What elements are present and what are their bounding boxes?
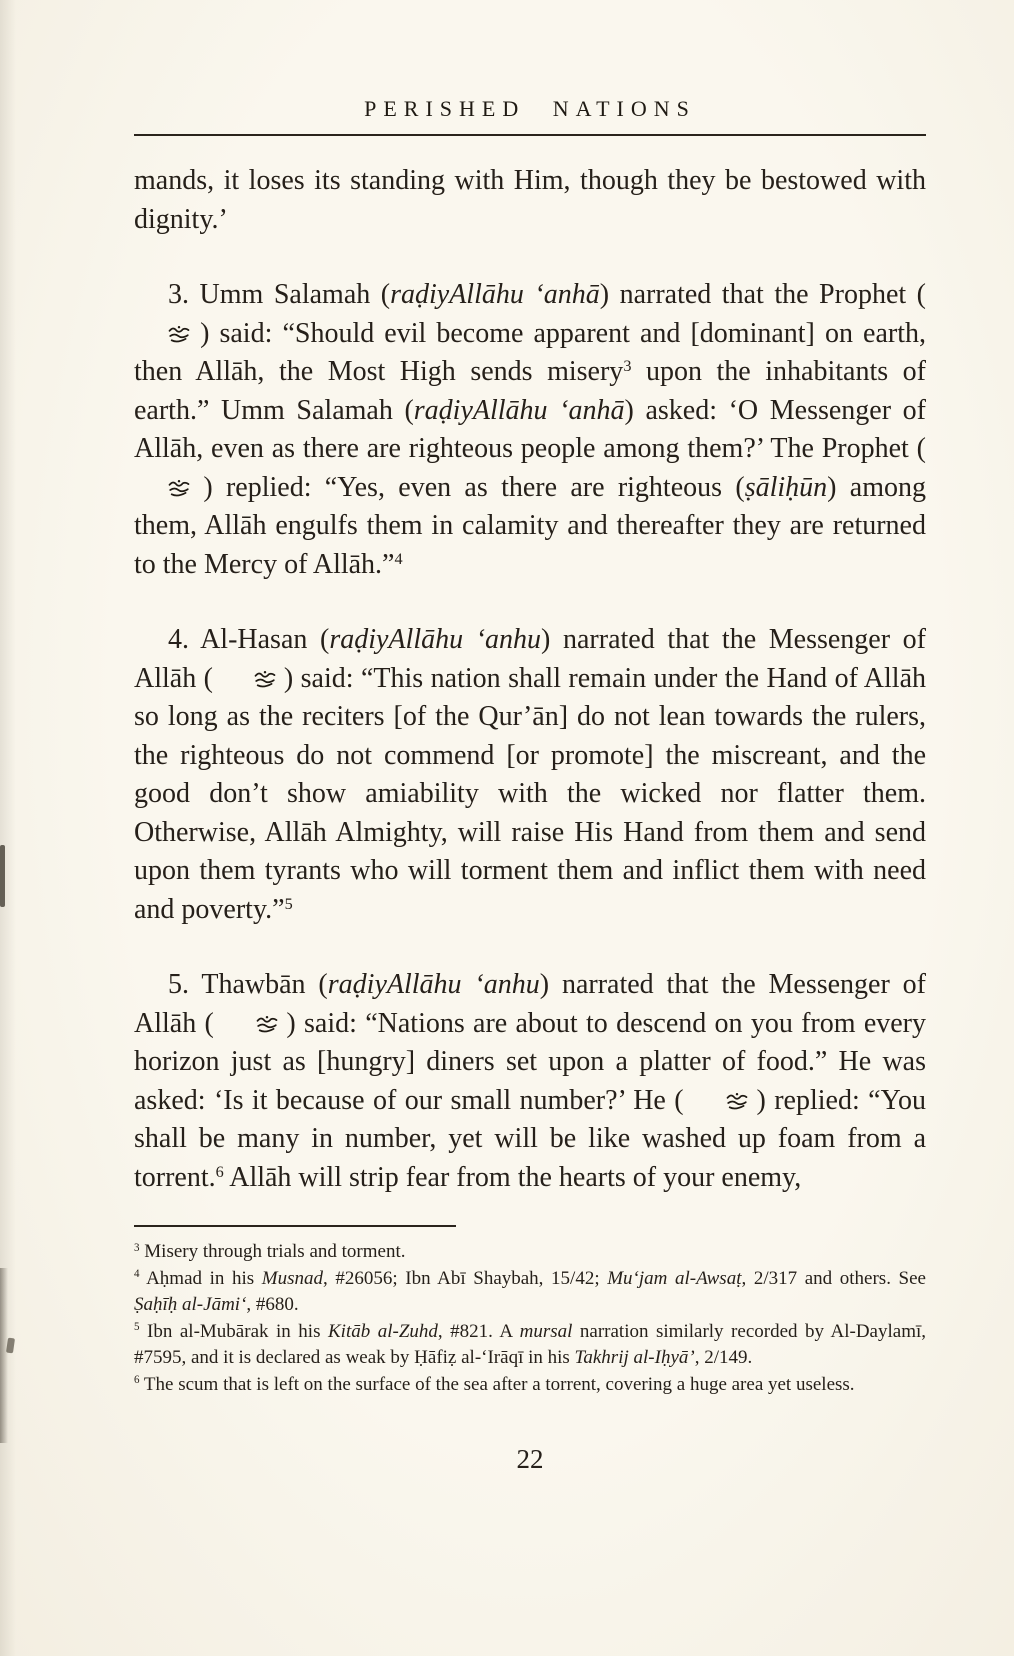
footnote-reference: 3 xyxy=(134,1241,140,1254)
text-run: ) among them, Allāh engulfs them in calamity and thereafter they are returned to the Mercy of Allāh.” xyxy=(134,471,926,580)
scan-artifact xyxy=(6,1338,15,1354)
footnote-4 xyxy=(134,1266,926,1319)
text-run: 4. Al-Hasan ( xyxy=(168,624,330,655)
italic-text-run: Mu‘jam al-Awsaṭ xyxy=(607,1267,742,1289)
footnote-3 xyxy=(134,1239,926,1266)
text-run: , #821. A xyxy=(437,1320,520,1342)
italic-text-run: mursal xyxy=(519,1320,573,1342)
italic-text-run: Takhrij al-Iḥyā’ xyxy=(574,1347,695,1368)
header-rule xyxy=(134,134,926,136)
text-run: The scum that is left on the surface of the sea after a torrent, covering a huge area yet useless. xyxy=(139,1373,855,1395)
text-run: ) said: “Should evil become apparent and [dominant] on earth, then Allāh, the Most High sends misery xyxy=(134,317,926,387)
text-run: Misery through trials and torment. xyxy=(139,1241,406,1262)
footnote-reference: 6 xyxy=(215,1162,224,1181)
text-run: ) said: “Nations are about to descend on you from every horizon just as [hungry] diners set upon a platter of food.” He was asked: ‘Is it because of our small number?’ He ( xyxy=(134,1007,927,1116)
running-header-title: PERISHED NATIONS xyxy=(364,96,696,121)
pbuh-calligraphy-icon xyxy=(692,1082,748,1121)
italic-text-run: Ṣaḥīḥ al-Jāmi‘ xyxy=(134,1294,247,1315)
text-run: ) narrated that the Messenger of Allāh ( xyxy=(134,624,927,694)
footnote-5 xyxy=(134,1319,926,1372)
italic-text-run: raḍiyAllāhu ‘anhā xyxy=(390,279,600,310)
page-header xyxy=(134,96,926,136)
pbuh-calligraphy-icon xyxy=(134,469,190,508)
footnote-reference: 3 xyxy=(623,357,632,376)
text-run: mands, it loses its standing with Him, though they be bestowed with dignity.’ xyxy=(134,165,926,235)
text-run: ) replied: “You shall be many in number, yet will be like washed up foam from a torrent. xyxy=(134,1084,927,1193)
italic-text-run: raḍiyAllāhu ‘anhu xyxy=(327,969,540,1000)
text-run: , 2/149. xyxy=(694,1347,753,1368)
scan-artifact xyxy=(0,1268,8,1443)
paragraph-hadith-5 xyxy=(134,966,926,1197)
scan-edge-shadow xyxy=(0,0,16,1656)
paragraph-hadith-4 xyxy=(134,621,926,929)
text-run: Allāh will strip fear from the hearts of your enemy, xyxy=(223,1161,802,1193)
footnote-reference: 4 xyxy=(394,549,403,568)
text-run: , #680. xyxy=(246,1294,299,1315)
paragraph-continuation xyxy=(134,162,926,239)
footnotes-section xyxy=(134,1239,926,1398)
italic-text-run: raḍiyAllāhu ‘anhu xyxy=(329,624,542,655)
footnote-6 xyxy=(134,1372,926,1399)
text-run: upon the inhabitants of earth.” Umm Salamah ( xyxy=(134,356,926,426)
text-run: ) asked: ‘O Messenger of Allāh, even as there are righteous people among them?’ The Prophet ( xyxy=(134,394,927,464)
text-run: ) narrated that the Prophet ( xyxy=(599,279,926,310)
text-run: , #26056; Ibn Abī Shaybah, 15/42; xyxy=(323,1267,608,1289)
footnote-reference: 5 xyxy=(284,894,293,913)
paragraph-hadith-3 xyxy=(134,276,926,584)
footnote-reference: 4 xyxy=(134,1268,140,1281)
text-run: , 2/317 and others. See xyxy=(741,1267,926,1289)
text-run: 5. Thawbān ( xyxy=(168,969,328,1000)
page-content xyxy=(134,96,926,1475)
italic-text-run: ṣāliḥūn xyxy=(744,471,828,503)
text-run: Aḥmad in his xyxy=(139,1267,262,1289)
pbuh-calligraphy-icon xyxy=(220,660,276,699)
pbuh-calligraphy-icon xyxy=(222,1005,278,1044)
text-run: ) replied: “Yes, even as there are righteous ( xyxy=(203,471,745,503)
text-run: narration similarly recorded by Al-Daylamī, #7595, and it is declared as weak by Ḥāfiẓ al-‘Irāqī in his xyxy=(134,1320,926,1368)
page-number: 22 xyxy=(516,1444,544,1474)
text-run: 3. Umm Salamah ( xyxy=(168,279,391,310)
text-run: ) said: “This nation shall remain under the Hand of Allāh so long as the reciters [of the Qur’ān] do not lean towards the rulers, the righteous do not commend [or promote] the miscreant, and the good don’t show amiability with the wicked nor flatter them. Otherwise, Allāh Almighty, will raise His Hand from them and send upon them tyrants who will torment them and inflict them with need and poverty.” xyxy=(134,662,927,925)
page-body xyxy=(134,162,926,1475)
scan-artifact xyxy=(0,845,5,907)
italic-text-run: Musnad xyxy=(261,1267,324,1289)
text-run: Ibn al-Mubārak in his xyxy=(139,1320,328,1342)
italic-text-run: raḍiyAllāhu ‘anhā xyxy=(413,394,625,426)
footnote-separator-rule xyxy=(134,1225,456,1227)
pbuh-calligraphy-icon xyxy=(134,315,190,354)
italic-text-run: Kitāb al-Zuhd xyxy=(328,1320,438,1342)
footnote-reference: 5 xyxy=(134,1321,140,1334)
footnote-reference: 6 xyxy=(134,1374,140,1387)
text-run: ) narrated that the Messenger of Allāh ( xyxy=(134,969,927,1039)
